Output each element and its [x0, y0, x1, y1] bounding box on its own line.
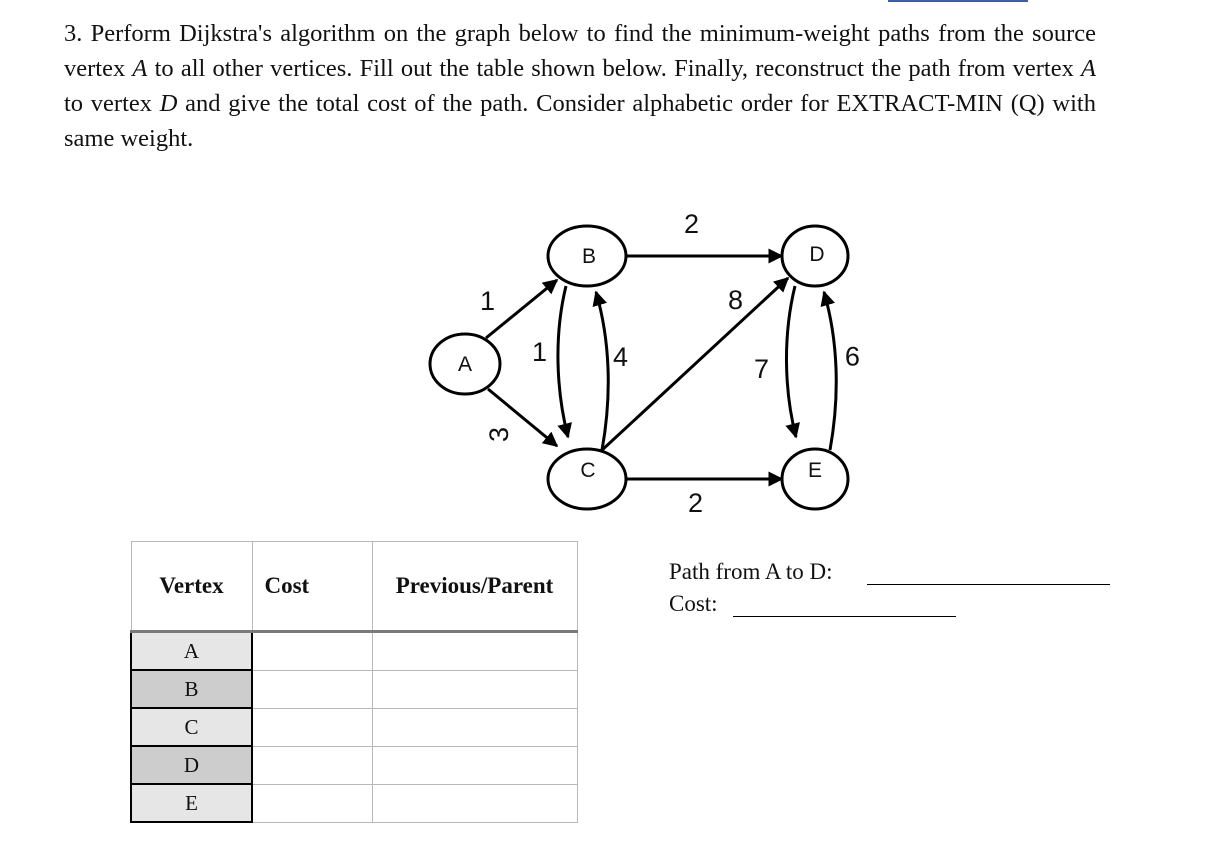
answer-section: [669, 559, 833, 623]
weight-c-d: 8: [728, 285, 744, 315]
table-row: [131, 670, 577, 708]
parent-cell[interactable]: [372, 746, 577, 784]
cost-answer-row: [669, 591, 833, 623]
node-b: [548, 226, 626, 286]
table-row: [131, 746, 577, 784]
header-cost: Cost: [252, 542, 372, 632]
weight-e-d: 9: [844, 341, 860, 371]
header-vertex: Vertex: [131, 542, 252, 632]
weight-a-b: 1: [480, 286, 496, 316]
weight-b-d: 2: [684, 209, 700, 239]
vertex-cell: D: [131, 746, 252, 784]
node-a: [430, 334, 500, 394]
edge-a-b: [486, 280, 557, 338]
parent-cell[interactable]: [372, 632, 577, 671]
node-e: [782, 449, 848, 509]
header-previous: Previous/Parent: [372, 542, 577, 632]
svg-text:C: C: [580, 459, 596, 482]
table-row: [131, 784, 577, 822]
vertex-cell: A: [131, 632, 252, 671]
node-c: [548, 449, 626, 509]
cost-cell[interactable]: [252, 708, 372, 746]
cost-cell[interactable]: [252, 746, 372, 784]
path-answer-line[interactable]: [867, 584, 1110, 585]
cost-cell[interactable]: [252, 632, 372, 671]
node-d: [782, 226, 848, 286]
table-row: [131, 708, 577, 746]
cost-cell[interactable]: [252, 784, 372, 822]
parent-cell[interactable]: [372, 670, 577, 708]
weight-a-c: 3: [484, 426, 514, 442]
path-label: Path from A to D:: [669, 559, 833, 584]
edge-c-b: [596, 292, 608, 450]
svg-text:A: A: [457, 353, 473, 376]
weight-d-e: 7: [754, 354, 770, 384]
vertex-cell: C: [131, 708, 252, 746]
weight-c-e: 2: [688, 488, 704, 518]
question-text: 3. Perform Dijkstra's algorithm on the graph below to find the minimum-weight paths from the source vertex A to all other vertices. Fill out the table shown below. Finally, reconstruct the path from vertex A to vertex D and give the total cost of the path. Consider alphabetic order for EXTRACT-MIN (Q) with same weight.: [64, 20, 1097, 152]
path-answer-row: [669, 559, 833, 591]
edge-d-e: [786, 286, 796, 437]
table-header-row: [131, 542, 577, 632]
svg-text:D: D: [809, 243, 825, 266]
weight-b-c: 1: [532, 337, 548, 367]
cost-label: Cost:: [669, 591, 718, 616]
cost-cell[interactable]: [252, 670, 372, 708]
from-vertex: A: [1081, 55, 1096, 82]
vertex-cell: E: [131, 784, 252, 822]
edge-b-c: [558, 286, 568, 437]
svg-text:B: B: [581, 245, 597, 268]
parent-cell[interactable]: [372, 708, 577, 746]
to-vertex: D: [159, 90, 178, 117]
parent-cell[interactable]: [372, 784, 577, 822]
svg-text:E: E: [807, 459, 823, 482]
edge-e-d: [824, 292, 836, 450]
table-row: [131, 632, 577, 671]
vertex-cell: B: [131, 670, 252, 708]
source-vertex: A: [132, 55, 148, 82]
dijkstra-table: [130, 541, 578, 823]
cost-answer-line[interactable]: [733, 616, 956, 617]
weight-c-b: 4: [613, 342, 629, 372]
